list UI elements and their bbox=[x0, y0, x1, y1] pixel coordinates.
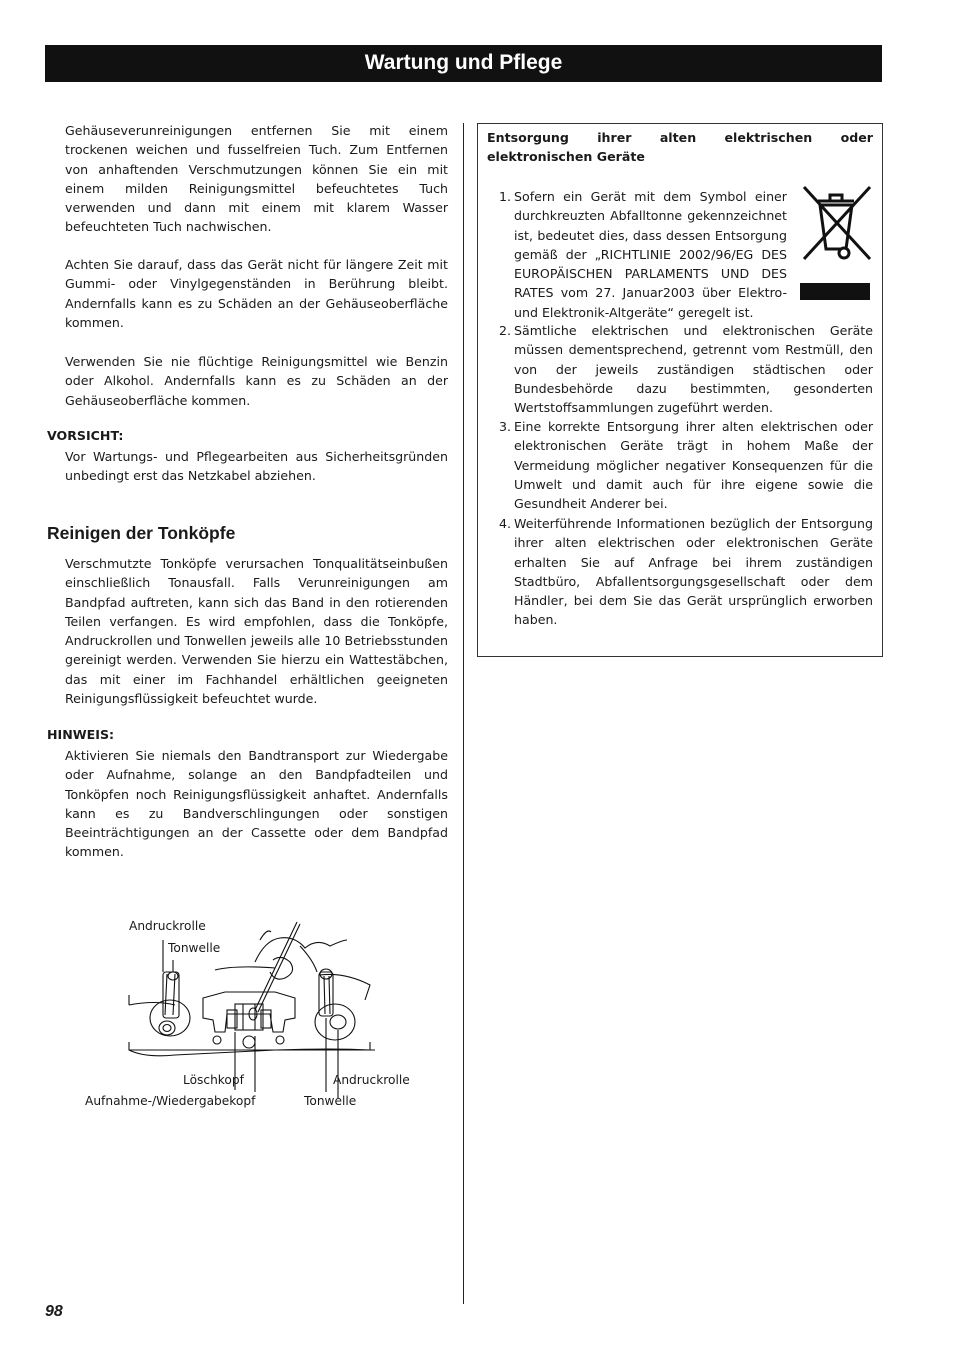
list-item-text: Sämtliche elektrischen und elektronischen Geräte müssen dementsprechend, getrennt vom Restmüll, den von der jeweils zuständigen städtischen oder Bundesbehörde dazu bestimmten, gesonderten Wertstoffsammlungen zugeführt werden. bbox=[514, 323, 873, 416]
label-andruckrolle-left: Andruckrolle bbox=[129, 919, 206, 933]
list-item-text: Weiterführende Informationen bezüglich der Entsorgung ihrer alten elektrischen oder elektronischen Geräte erhalten Sie auf Anfrage bei ihrem zuständigen Stadtbüro, Abfallentsorgungsgesellschaft oder dem Händler, bei dem Sie das Gerät ursprünglich erworben haben. bbox=[514, 516, 873, 628]
housing-cleaning-paragraph: Gehäuseverunreinigungen entfernen Sie mit einem trockenen weichen und fusselfreien Tuch. Zum Entfernen von anhaftenden Verschmutzungen können Sie ein mit einem milden Reinigungsmittel befeuchtetes Tuch verwenden und dann mit einem mit klarem Wasser befeuchteten Tuch nachwischen. bbox=[65, 123, 448, 235]
list-item-text: Sofern ein Gerät mit dem Symbol einer durchkreuzten Abfalltonne gekennzeichnet ist, bedeutet dies, dass dessen Entsorgung gemäß der „RICHTLINIE 2002/96/EG DES EUROPÄISCHEN PARLAMENTS UND DES RATES vom 27. Januar2003 über Elektro- und Elektronik-Altgeräte“ geregelt ist. bbox=[514, 189, 787, 320]
tape-head-figure bbox=[85, 910, 425, 1115]
label-tonwelle-right: Tonwelle bbox=[304, 1094, 357, 1108]
note-label: HINWEIS: bbox=[47, 727, 115, 742]
solvent-warning-paragraph: Verwenden Sie nie flüchtige Reinigungsmittel wie Benzin oder Alkohol. Andernfalls kann es zu Schäden an der Gehäuseoberfläche kommen. bbox=[65, 354, 448, 408]
section-title-head-cleaning: Reinigen der Tonköpfe bbox=[47, 523, 236, 543]
list-item-text: Eine korrekte Entsorgung ihrer alten elektrischen oder elektronischen Geräte trägt in hohem Maße der Vermeidung möglicher negativer Konsequenzen für die Umwelt und damit auch für ihre eigene sowie die Gesundheit Anderer bei. bbox=[514, 419, 873, 512]
page-number: 98 bbox=[45, 1303, 63, 1320]
list-item-number: 2. bbox=[498, 323, 511, 338]
caution-label: VORSICHT: bbox=[47, 428, 124, 443]
page-title: Wartung und Pflege bbox=[364, 51, 563, 74]
page-header bbox=[45, 45, 882, 82]
list-item-number: 1. bbox=[498, 189, 511, 204]
label-aufnahme-wiedergabekopf: Aufnahme-/Wiedergabekopf bbox=[85, 1094, 256, 1108]
disposal-box-title: Entsorgung ihrer alten elektrischen oder elektronischen Geräte bbox=[487, 130, 873, 165]
list-item-number: 3. bbox=[498, 419, 511, 434]
weee-black-bar bbox=[800, 283, 870, 300]
label-andruckrolle-right: Andruckrolle bbox=[333, 1073, 410, 1087]
note-text: Aktivieren Sie niemals den Bandtransport zur Wiedergabe oder Aufnahme, solange an den Bandpfadteilen und Tonköpfen noch Reinigungsflüssigkeit anhaftet. Andernfalls kann es zu Bandverschlingungen oder sonstigen Beeinträchtigungen an der Cassette oder dem Bandpfad kommen. bbox=[65, 748, 448, 860]
head-cleaning-paragraph: Verschmutzte Tonköpfe verursachen Tonqualitätseinbußen einschließlich Tonausfall. Falls Verunreinigungen am Bandpfad auftreten, kann sich das Band in den rotierenden Teilen verfangen. Es wird empfohlen, dass die Tonköpfe, Andruckrollen und Tonwellen jeweils alle 10 Betriebsstunden gereinigt werden. Verwenden Sie hierzu ein Wattestäbchen, das mit einer im Fachhandel erhältlichen geeigneten Reinigungsflüssigkeit befeuchtet wurde. bbox=[65, 556, 448, 707]
label-tonwelle-left: Tonwelle bbox=[168, 941, 221, 955]
caution-text: Vor Wartungs- und Pflegearbeiten aus Sicherheitsgründen unbedingt erst das Netzkabel abziehen. bbox=[65, 449, 448, 484]
crossed-bin-icon bbox=[796, 183, 876, 263]
rubber-vinyl-paragraph: Achten Sie darauf, dass das Gerät nicht für längere Zeit mit Gummi- oder Vinylgegenständen in Berührung bleibt. Andernfalls kann es zu Schäden an der Gehäuseoberfläche kommen. bbox=[65, 257, 448, 330]
label-loeschkopf: Löschkopf bbox=[183, 1073, 244, 1087]
list-item-number: 4. bbox=[498, 516, 511, 531]
column-divider bbox=[463, 123, 464, 1304]
